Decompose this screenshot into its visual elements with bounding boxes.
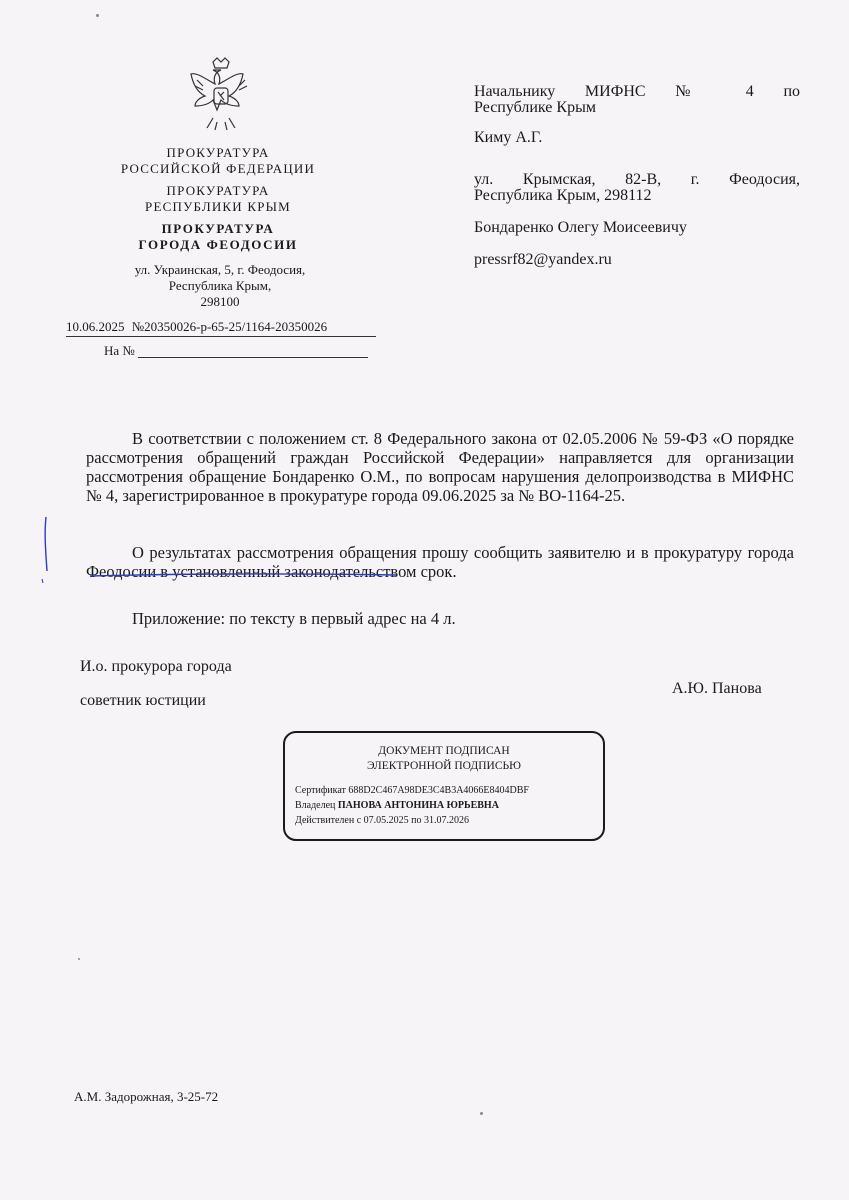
stamp-owner-value: ПАНОВА АНТОНИНА ЮРЬЕВНА [337, 800, 499, 811]
scan-speck [480, 1112, 483, 1115]
applicant-name: Бондаренко Олегу Моисеевичу [474, 219, 687, 236]
pen-margin-mark [40, 515, 52, 585]
stamp-valid-to-label: по [411, 815, 422, 826]
org-address-line3: 298100 [200, 294, 240, 309]
stamp-certificate [295, 784, 529, 798]
recipient-name: Киму А.Г. [474, 129, 543, 146]
na-no-label: На № [104, 343, 135, 358]
org-prosecutor-city-line1: ПРОКУРАТУРА [161, 221, 275, 236]
pen-underline-mark [88, 571, 398, 579]
coat-of-arms-icon [185, 56, 257, 134]
recipient-line2: Республике Крым [474, 99, 596, 116]
org-address-line2: Республика Крым, [168, 278, 272, 293]
signatory-position-line2: советник юстиции [80, 692, 206, 709]
org-prosecutor-crimea-line1: ПРОКУРАТУРА [166, 183, 270, 198]
stamp-valid-to: 31.07.2026 [424, 815, 470, 826]
org-address-line1: ул. Украинская, 5, г. Феодосия, [134, 262, 306, 277]
org-prosecutor-city-line2: ГОРОДА ФЕОДОСИИ [138, 237, 298, 252]
signatory-name: А.Ю. Панова [672, 680, 762, 697]
org-prosecutor-rf-line2: РОССИЙСКОЙ ФЕДЕРАЦИИ [120, 161, 316, 176]
e-signature-stamp [283, 731, 605, 841]
scan-speck [96, 14, 99, 17]
stamp-owner [295, 799, 499, 813]
stamp-certificate-label: Сертификат [295, 785, 346, 796]
recipient-line1: Начальнику МИФНС № 4 по [474, 83, 800, 100]
na-no-blank-line [138, 357, 368, 358]
signatory-position-line1: И.о. прокурора города [80, 658, 232, 675]
registration-number: №20350026-р-65-25/1164-20350026 [131, 319, 328, 334]
stamp-valid-label: Действителен с [295, 815, 362, 826]
stamp-title-line1: ДОКУМЕНТ ПОДПИСАН [378, 745, 510, 757]
org-prosecutor-crimea-line2: РЕСПУБЛИКИ КРЫМ [145, 199, 291, 214]
stamp-owner-label: Владелец [295, 800, 336, 811]
stamp-valid-from: 07.05.2025 [363, 815, 409, 826]
stamp-title-line2: ЭЛЕКТРОННОЙ ПОДПИСЬЮ [367, 760, 521, 772]
stamp-validity [295, 814, 469, 828]
registration-date: 10.06.2025 [66, 319, 125, 334]
stamp-certificate-value: 688D2C467A98DE3C4B3A4066E8404DBF [348, 785, 529, 796]
registration-line [66, 319, 376, 337]
recipient-address-line1: ул. Крымская, 82-В, г. Феодосия, [474, 171, 800, 188]
body-paragraph-1: В соответствии с положением ст. 8 Федерального закона от 02.05.2006 № 59-ФЗ «О порядке рассмотрения обращений граждан Российской Федерации» направляется для организации рассмотрения обращение Бондаренко О.М., по вопросам нарушения делопроизводства в МИФНС № 4, зарегистрированное в прокуратуре города 09.06.2025 за № ВО-1164-25. [86, 429, 794, 505]
applicant-email: pressrf82@yandex.ru [474, 251, 612, 268]
org-prosecutor-rf-line1: ПРОКУРАТУРА [166, 145, 270, 160]
scan-speck [78, 958, 80, 960]
body-paragraph-2: О результатах рассмотрения обращения прошу сообщить заявителю и в прокуратуру города Феодосии в установленный законодательством срок. [86, 543, 794, 581]
executor-info: А.М. Задорожная, 3-25-72 [74, 1089, 219, 1104]
attachment-line: Приложение: по тексту в первый адрес на 4 л. [132, 609, 456, 628]
recipient-address-line2: Республика Крым, 298112 [474, 187, 652, 204]
